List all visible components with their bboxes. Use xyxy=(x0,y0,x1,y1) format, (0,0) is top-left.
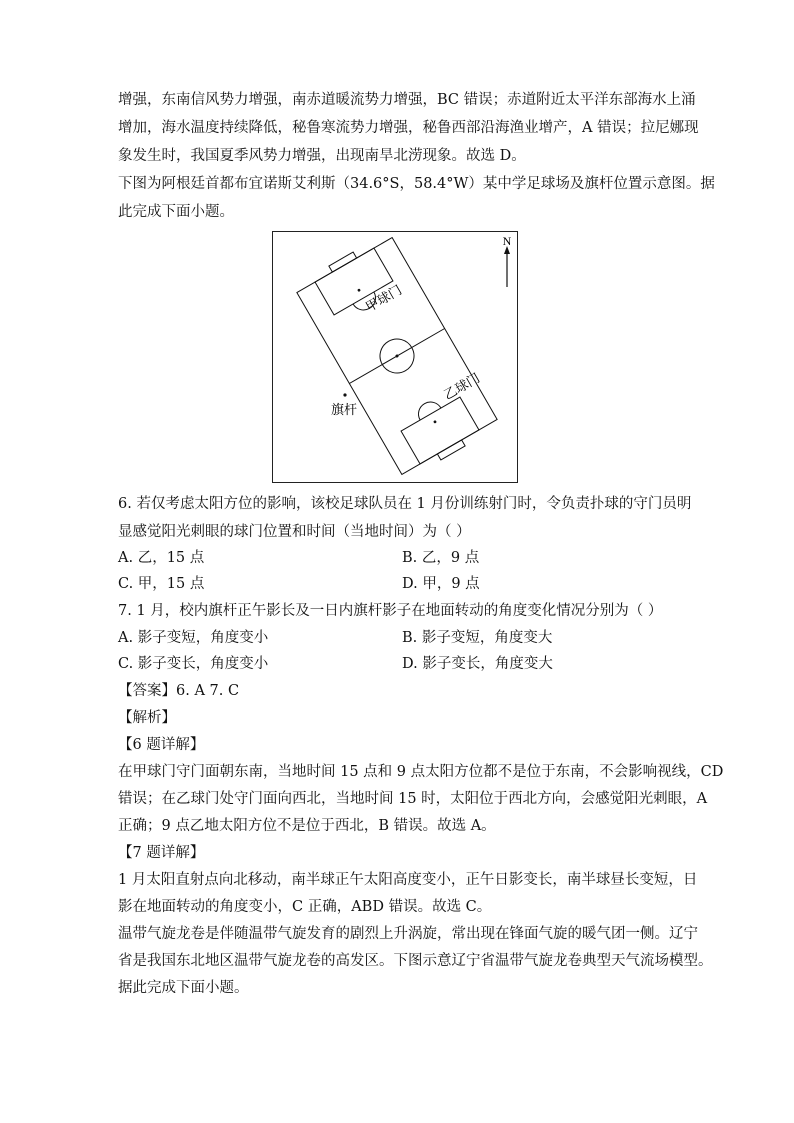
detail-7-heading: 【7 题详解】 xyxy=(118,845,205,861)
penalty-spot-jia xyxy=(357,288,361,292)
north-label: N xyxy=(502,234,512,248)
q6-option-b[interactable]: B. 乙，9 点 xyxy=(402,550,480,566)
tail-line: 省是我国东北地区温带气旋龙卷的高发区。下图示意辽宁省温带气旋龙卷典型天气流场模型。 xyxy=(118,953,713,969)
tail-line: 据此完成下面小题。 xyxy=(118,980,249,996)
paragraph-line: 象发生时，我国夏季风势力增强，出现南旱北涝现象。故选 D。 xyxy=(118,148,526,164)
penalty-spot-yi xyxy=(433,420,437,424)
penalty-arc-yi xyxy=(414,398,441,420)
q6-option-a[interactable]: A. 乙，15 点 xyxy=(118,550,205,566)
goal-jia-label: 甲球门 xyxy=(363,282,405,316)
detail-7-line: 1 月太阳直射点向北移动，南半球正午太阳高度变小，正午日影变长，南半球昼长变短，日 xyxy=(118,872,698,888)
center-spot xyxy=(395,354,399,358)
q7-option-c[interactable]: C. 影子变长，角度变小 xyxy=(118,656,269,672)
question-6-stem: 显感觉阳光刺眼的球门位置和时间（当地时间）为（ ） xyxy=(118,524,471,540)
tail-line: 温带气旋龙卷是伴随温带气旋发育的剧烈上升涡旋，常出现在锋面气旋的暖气团一侧。辽宁 xyxy=(118,926,698,942)
q6-option-c[interactable]: C. 甲，15 点 xyxy=(118,576,205,592)
paragraph-line: 增强，东南信风势力增强，南赤道暖流势力增强，BC 错误；赤道附近太平洋东部海水上涌 xyxy=(118,92,696,108)
q7-option-b[interactable]: B. 影子变短，角度变大 xyxy=(402,630,553,646)
analysis-heading: 【解析】 xyxy=(118,710,176,726)
q7-option-d[interactable]: D. 影子变长，角度变大 xyxy=(402,656,553,672)
detail-6-line: 正确；9 点乙地太阳方位不是位于西北，B 错误。故选 A。 xyxy=(118,818,496,834)
detail-6-line: 错误；在乙球门处守门面向西北，当地时间 15 时，太阳位于西北方向，会感觉阳光刺眼，A xyxy=(118,791,708,807)
intro-line: 下图为阿根廷首都布宜诺斯艾利斯（34.6°S，58.4°W）某中学足球场及旗杆位置示意图。据 xyxy=(118,176,715,192)
goal-box-jia xyxy=(329,252,357,272)
q7-option-a[interactable]: A. 影子变短，角度变小 xyxy=(118,630,269,646)
q6-option-d[interactable]: D. 甲，9 点 xyxy=(402,576,480,592)
paragraph-line: 增加，海水温度持续降低，秘鲁寒流势力增强，秘鲁西部沿海渔业增产，A 错误；拉尼娜现 xyxy=(118,120,699,136)
detail-6-line: 在甲球门守门面朝东南，当地时间 15 点和 9 点太阳方位都不是位于东南，不会影响视线，CD xyxy=(118,764,724,780)
goal-yi-label: 乙球门 xyxy=(441,370,483,404)
detail-6-heading: 【6 题详解】 xyxy=(118,737,205,753)
detail-7-line: 影在地面转动的角度变小，C 正确，ABD 错误。故选 C。 xyxy=(118,899,492,915)
flagpole-label: 旗杆 xyxy=(331,403,358,418)
answer-line: 【答案】6. A 7. C xyxy=(118,683,240,699)
field-diagram xyxy=(273,232,519,484)
football-field-figure xyxy=(272,231,518,483)
flagpole-marker xyxy=(343,393,346,396)
goal-box-yi xyxy=(437,440,465,460)
question-7-stem: 7. 1 月，校内旗杆正午影长及一日内旗杆影子在地面转动的角度变化情况分别为（ ） xyxy=(118,603,663,619)
intro-line: 此完成下面小题。 xyxy=(118,204,234,220)
question-6-stem: 6. 若仅考虑太阳方位的影响，该校足球队员在 1 月份训练射门时，令负责扑球的守门员明 xyxy=(118,496,692,512)
